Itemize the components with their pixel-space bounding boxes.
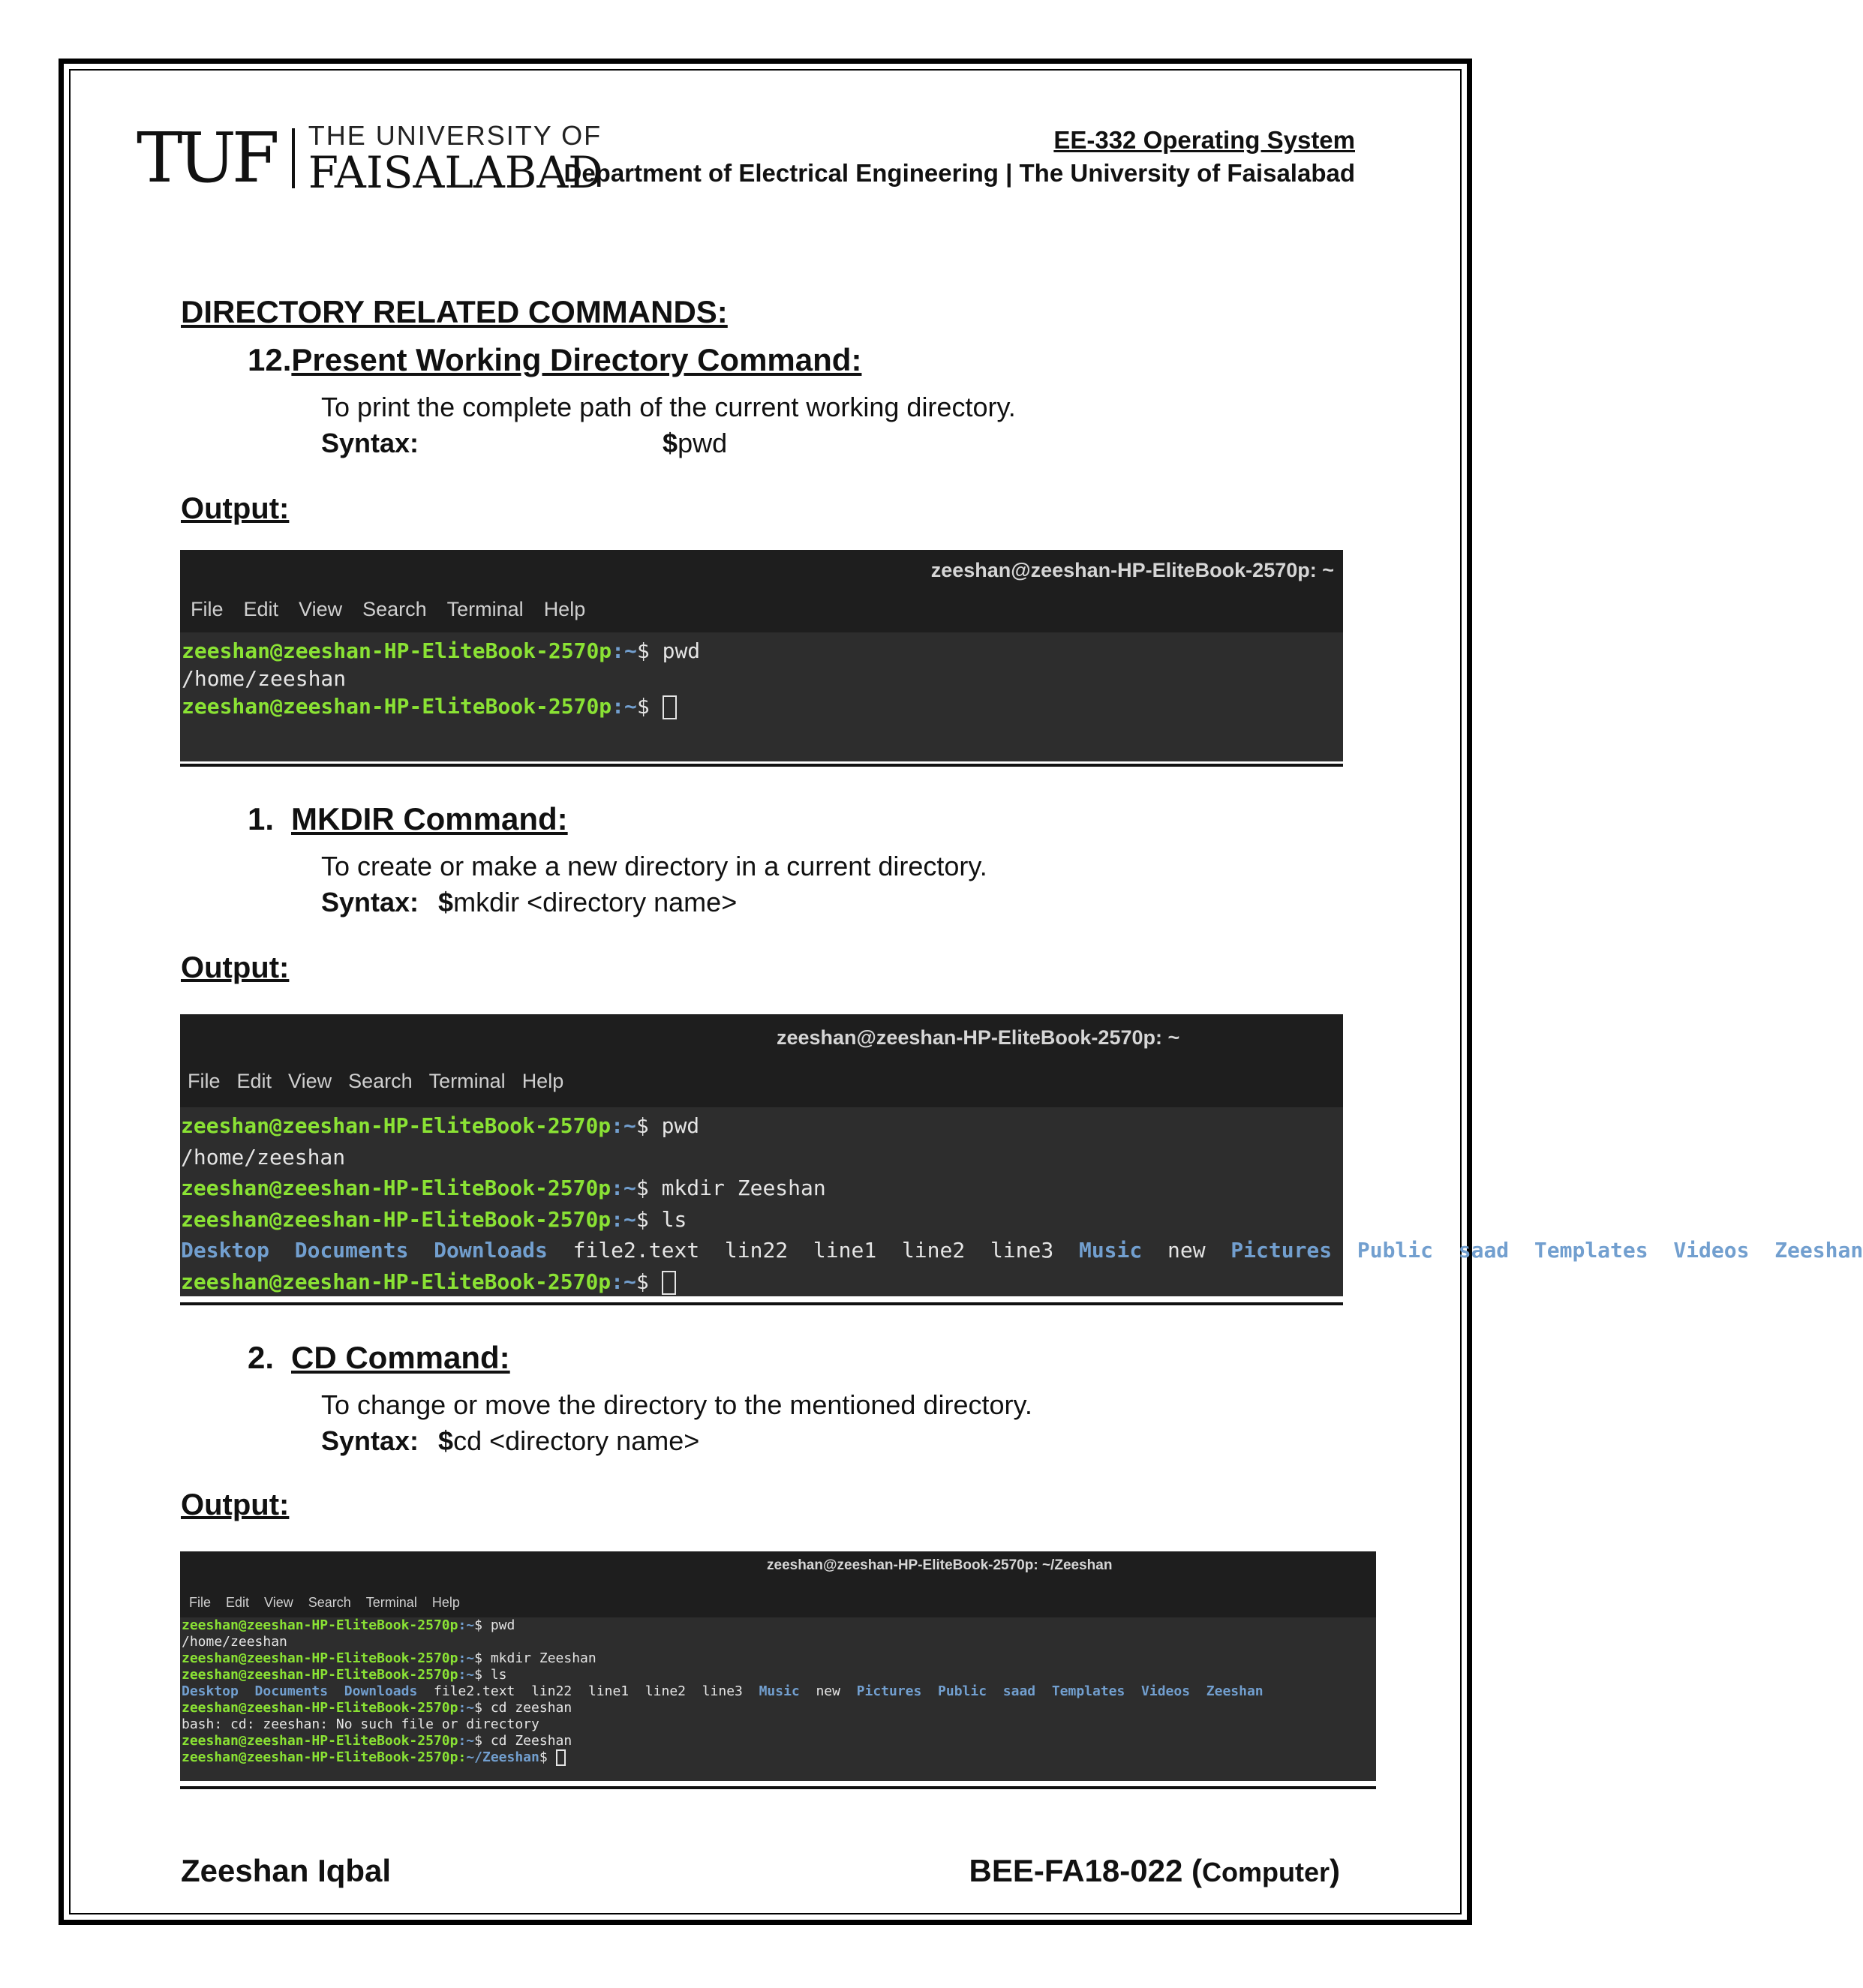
prompt-path: :~ [611,1269,636,1294]
terminal-cursor [556,1749,566,1766]
ls-directory: Desktop [182,1683,239,1699]
logo-line1: THE UNIVERSITY OF [308,120,602,151]
logo-mark: TUF [137,118,275,198]
divider-rule [180,764,1343,767]
ls-file: line2 [645,1683,687,1699]
syntax-label: Syntax: [321,1425,419,1456]
logo-divider [292,128,295,188]
prompt-dollar: $ [474,1650,482,1666]
terminal-menu-item: Help [543,598,586,620]
prompt-user: zeeshan@zeeshan-HP-EliteBook-2570p [182,638,612,663]
terminal-menu-item: View [299,598,343,620]
terminal-line [181,1266,1863,1298]
prompt-dollar: $ [474,1733,482,1749]
prompt-user: zeeshan@zeeshan-HP-EliteBook-2570p [182,1700,458,1716]
terminal-cursor [662,1271,676,1295]
terminal-body [182,1617,1264,1766]
command-syntax [321,1425,699,1457]
syntax-label: Syntax: [321,428,419,458]
ls-directory: Desktop [181,1238,270,1263]
terminal-menu-item: View [264,1595,293,1610]
ls-directory: Templates [1534,1238,1648,1263]
terminal-screenshot-cd [180,1551,1376,1781]
prompt-path: :~ [458,1617,475,1633]
department-name: Department of Electrical Engineering | The University of Faisalabad [563,159,1355,187]
ls-file: line1 [587,1683,630,1699]
prompt-user: zeeshan@zeeshan-HP-EliteBook-2570p [182,1733,458,1749]
course-title: EE-332 Operating System [1053,126,1355,154]
terminal-title: zeeshan@zeeshan-HP-EliteBook-2570p: ~ [930,559,1334,581]
prompt-path: :~ [611,1206,636,1232]
prompt-user: zeeshan@zeeshan-HP-EliteBook-2570p [181,1113,611,1138]
divider-rule [180,1786,1376,1789]
output-label: Output: [181,1488,290,1521]
terminal-line: zeeshan@zeeshan-HP-EliteBook-2570p:~$ ls [182,1667,507,1683]
prompt-dollar: $ [474,1700,482,1716]
prompt-dollar: $ [636,1113,649,1138]
logo-wordmark [308,120,603,198]
terminal-menu-item: Search [348,1070,413,1092]
syntax-command: cd <directory name> [453,1425,700,1456]
ls-file: line2 [901,1238,966,1263]
command-title: CD Command: [291,1340,510,1375]
university-logo [137,118,603,198]
syntax-dollar: $ [663,428,678,458]
terminal-menu-item: File [189,1595,212,1610]
terminal-screenshot-pwd [180,550,1343,761]
prompt-dollar: $ [636,1269,649,1294]
ls-directory: Downloads [344,1683,418,1699]
ls-directory: saad [1002,1683,1036,1699]
prompt-path: :~ [458,1700,475,1716]
prompt-path: :~ [458,1733,475,1749]
terminal-title: zeeshan@zeeshan-HP-EliteBook-2570p: ~ [777,1026,1180,1049]
terminal-menu [191,598,585,621]
terminal-menu-item: Search [362,598,427,620]
prompt-dollar: $ [636,694,650,719]
prompt-path: :~ [611,1176,636,1200]
ls-directory: Templates [1051,1683,1125,1699]
logo-line2: FAISALABAD [308,147,603,198]
terminal-line: bash: cd: zeeshan: No such file or directory [182,1716,539,1732]
prompt-path: :~ [611,1113,636,1138]
ls-directory: Videos [1141,1683,1191,1699]
command-title: MKDIR Command: [291,801,568,836]
terminal-line: zeeshan@zeeshan-HP-EliteBook-2570p:~$ pwd [182,638,701,663]
ls-file: new [1167,1238,1206,1263]
terminal-menu [189,1595,460,1611]
command-heading-cd [248,1340,510,1376]
prompt-user: zeeshan@zeeshan-HP-EliteBook-2570p [182,1650,458,1666]
prompt-user: zeeshan@zeeshan-HP-EliteBook-2570p [181,1176,611,1200]
command-number: 1. [248,801,275,836]
ls-file: lin22 [724,1238,789,1263]
prompt-path: :~ [611,638,637,663]
syntax-command: pwd [678,428,728,458]
ls-directory: Documents [294,1238,409,1263]
terminal-menu-item: Help [431,1595,460,1610]
prompt-path: ~/Zeeshan [466,1749,539,1765]
prompt-path: :~ [458,1650,475,1666]
ls-directory: Public [938,1683,987,1699]
syntax-dollar: $ [438,1425,454,1456]
command-title: Present Working Directory Command: [291,342,862,377]
output-label: Output: [181,492,290,525]
terminal-menu-item: Terminal [428,1070,506,1092]
footer-registration [969,1853,1340,1889]
footer-id-close: ) [1330,1853,1340,1888]
prompt-user: zeeshan@zeeshan-HP-EliteBook-2570p [181,1206,611,1232]
ls-file: lin22 [531,1683,572,1699]
ls-file: line1 [813,1238,877,1263]
syntax-command: mkdir <directory name> [453,887,738,917]
command-syntax [321,887,737,918]
terminal-menu-item: File [191,598,224,620]
ls-file: line3 [990,1238,1054,1263]
prompt-dollar: $ [474,1667,482,1683]
terminal-menu [188,1070,563,1093]
footer-id-program: Computer [1202,1857,1330,1887]
ls-directory: Public [1357,1238,1434,1263]
ls-file: new [816,1683,840,1699]
prompt-user: zeeshan@zeeshan-HP-EliteBook-2570p [182,1617,458,1633]
terminal-line: zeeshan@zeeshan-HP-EliteBook-2570p:~$ mkdir Zeeshan [181,1176,826,1200]
prompt-dollar: $ [636,1206,649,1232]
terminal-line [182,1749,1264,1766]
ls-file: line3 [702,1683,743,1699]
footer-author: Zeeshan Iqbal [181,1853,392,1888]
terminal-body [181,1110,1863,1297]
command-syntax [321,428,727,459]
ls-directory: Pictures [856,1683,922,1699]
prompt-dollar: $ [539,1749,548,1765]
prompt-user: zeeshan@zeeshan-HP-EliteBook-2570p [182,1667,458,1683]
prompt-dollar: $ [474,1617,482,1633]
terminal-menu-item: Search [308,1595,351,1610]
prompt-user: zeeshan@zeeshan-HP-EliteBook-2570p [182,1749,458,1765]
terminal-line: zeeshan@zeeshan-HP-EliteBook-2570p:~$ cd Zeeshan [182,1733,572,1749]
terminal-header [180,1014,1343,1107]
command-heading-pwd [248,342,861,378]
prompt-user: zeeshan@zeeshan-HP-EliteBook-2570p [182,694,612,719]
syntax-dollar: $ [438,887,454,917]
ls-directory: Downloads [434,1238,548,1263]
terminal-body [182,637,700,720]
prompt-path: :~ [611,694,637,719]
terminal-menu-item: Terminal [446,598,524,620]
terminal-line: zeeshan@zeeshan-HP-EliteBook-2570p:~$ mkdir Zeeshan [182,1650,596,1666]
ls-file: file2.text [572,1238,700,1263]
command-description: To change or move the directory to the mentioned directory. [321,1389,1032,1420]
terminal-menu-item: Edit [243,598,279,620]
terminal-header [180,550,1343,632]
ls-directory: saad [1458,1238,1510,1263]
terminal-menu-item: Terminal [365,1595,417,1610]
prompt-path: :~ [458,1667,475,1683]
ls-file: file2.text [434,1683,515,1699]
terminal-menu-item: Help [521,1070,564,1092]
terminal-menu-item: File [188,1070,221,1092]
syntax-label: Syntax: [321,887,419,917]
terminal-line: zeeshan@zeeshan-HP-EliteBook-2570p:~$ pwd [182,1617,515,1633]
prompt-dollar: $ [636,638,650,663]
terminal-line: zeeshan@zeeshan-HP-EliteBook-2570p:~$ pwd [181,1113,700,1138]
terminal-line [182,1683,1264,1700]
ls-directory: Music [759,1683,800,1699]
output-label: Output: [181,951,290,984]
command-heading-mkdir [248,801,568,837]
command-description: To print the complete path of the current working directory. [321,392,1016,422]
terminal-line: zeeshan@zeeshan-HP-EliteBook-2570p:~$ cd zeeshan [182,1700,572,1716]
footer-id-main: BEE-FA18-022 ( [969,1853,1202,1888]
terminal-menu-item: Edit [226,1595,250,1610]
ls-directory: Zeeshan [1774,1238,1863,1263]
terminal-screenshot-mkdir [180,1014,1863,1296]
terminal-line: zeeshan@zeeshan-HP-EliteBook-2570p:~$ ls [181,1206,687,1232]
divider-rule [180,1302,1343,1305]
terminal-cursor [663,695,677,719]
terminal-title: zeeshan@zeeshan-HP-EliteBook-2570p: ~/Zeeshan [767,1557,1113,1573]
command-number: 12. [248,342,292,377]
terminal-menu-item: View [288,1070,332,1092]
prompt-dollar: $ [636,1176,649,1200]
section-title: DIRECTORY RELATED COMMANDS: [181,294,728,329]
terminal-header [180,1551,1376,1617]
terminal-line: /home/zeeshan [181,1144,346,1170]
terminal-line: /home/zeeshan [182,1634,287,1650]
command-number: 2. [248,1340,275,1375]
ls-directory: Music [1078,1238,1143,1263]
ls-directory: Zeeshan [1206,1683,1264,1699]
prompt-user: zeeshan@zeeshan-HP-EliteBook-2570p [181,1269,611,1294]
terminal-line: /home/zeeshan [182,666,347,691]
ls-directory: Documents [254,1683,329,1699]
ls-directory: Videos [1673,1238,1750,1263]
prompt-colon: : [458,1749,467,1765]
terminal-line [181,1235,1863,1266]
terminal-menu-item: Edit [236,1070,272,1092]
command-description: To create or make a new directory in a current directory. [321,851,987,881]
ls-directory: Pictures [1230,1238,1333,1263]
terminal-line [182,692,700,720]
